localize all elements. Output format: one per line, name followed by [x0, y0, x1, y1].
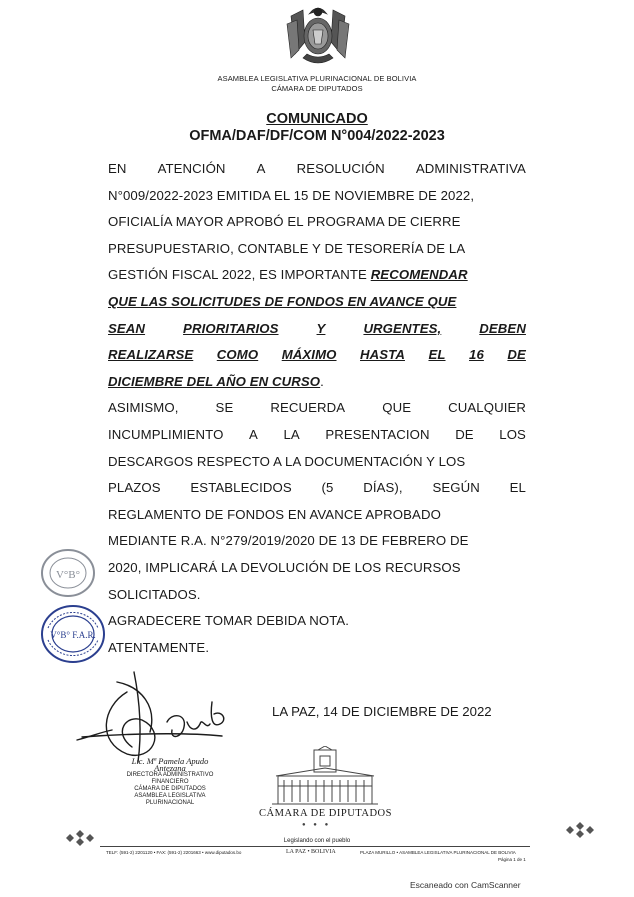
word: INCUMPLIMIENTO: [108, 426, 224, 442]
word: DE: [507, 347, 526, 363]
body-text: GESTIÓN FISCAL 2022, ES IMPORTANTE: [108, 267, 371, 283]
word: EN: [108, 161, 127, 176]
body-line: 2020, IMPLICARÁ LA DEVOLUCIÓN DE LOS RECURSOS: [108, 559, 461, 575]
body-line: OFICIALÍA MAYOR APROBÓ EL PROGRAMA DE CIERRE: [108, 214, 461, 230]
word: ADMINISTRATIVA: [415, 161, 526, 176]
word: ASIMISMO,: [108, 400, 179, 416]
word: 16: [469, 347, 484, 363]
chamber-building-logo: [270, 746, 380, 808]
emphasis-text: DICIEMBRE DEL AÑO EN CURSO: [108, 373, 321, 389]
closing-line: AGRADECERE TOMAR DEBIDA NOTA.: [108, 613, 350, 629]
word: SEGÚN: [432, 480, 480, 496]
decorative-dots: ● ● ●: [302, 822, 332, 828]
svg-text:V°B° F.A.R.: V°B° F.A.R.: [50, 630, 96, 640]
body-line: [108, 156, 526, 183]
word: SEAN: [108, 320, 146, 336]
word: HASTA: [360, 347, 405, 363]
word: COMO: [216, 347, 259, 363]
scanner-watermark: Escaneado con CamScanner: [410, 880, 521, 890]
word: DE: [455, 426, 474, 442]
signatory-chamber: CÁMARA DE DIPUTADOS: [134, 786, 206, 792]
word: DEBEN: [479, 320, 526, 336]
word: RESOLUCIÓN: [296, 161, 385, 176]
word: Y: [316, 320, 326, 336]
body-line: [108, 395, 526, 422]
body-line: [108, 475, 526, 502]
signatory-name: Lic. Mª Pamela Apudo Antezana: [131, 756, 209, 773]
footer-ornament-right: [564, 818, 600, 842]
word: PLAZOS: [108, 480, 161, 496]
footer-ornament-left: [60, 826, 96, 850]
footer-divider: [100, 846, 530, 847]
footer-page-number: Página 1 de 1: [498, 857, 526, 862]
word: A: [256, 161, 266, 176]
word: MÁXIMO: [281, 347, 337, 363]
footer-address: PLAZA MURILLO • ASAMBLEA LEGISLATIVA PLURINACIONAL DE BOLIVIA: [360, 850, 516, 855]
word: PRIORITARIOS: [183, 320, 279, 336]
word: PRESENTACION: [325, 426, 430, 442]
body-line: SOLICITADOS.: [108, 586, 201, 602]
word: DÍAS),: [363, 480, 403, 496]
body-line: REGLAMENTO DE FONDOS EN AVANCE APROBADO: [108, 506, 441, 522]
body-line: [108, 422, 526, 449]
word: RECUERDA: [270, 400, 346, 416]
footer-city: LA PAZ • BOLIVIA: [286, 849, 336, 855]
chamber-slogan: Legislando con el pueblo: [283, 838, 351, 844]
svg-text:V°B°: V°B°: [55, 569, 81, 581]
word: CUALQUIER: [448, 400, 526, 416]
body-line: [108, 262, 526, 289]
chamber-name: CÁMARA DE DIPUTADOS: [259, 808, 392, 819]
document-title: COMUNICADO: [266, 111, 368, 127]
approval-stamp-blue: [40, 604, 106, 664]
body-line-emphasis: [108, 342, 526, 369]
emphasis-text: RECOMENDAR: [370, 267, 468, 283]
word: A: [249, 426, 258, 442]
institution-line-2: CÁMARA DE DIPUTADOS: [271, 84, 363, 93]
word: ATENCIÓN: [157, 161, 226, 176]
date-line: LA PAZ, 14 DE DICIEMBRE DE 2022: [272, 704, 492, 719]
word: EL: [509, 480, 526, 496]
body-line-emphasis: QUE LAS SOLICITUDES DE FONDOS EN AVANCE QUE: [108, 293, 457, 309]
word: (5: [321, 480, 334, 496]
body-line: N°009/2022-2023 EMITIDA EL 15 DE NOVIEMBRE DE 2022,: [108, 187, 475, 203]
word: LOS: [499, 426, 526, 442]
signatory-title: DIRECTORA ADMINISTRATIVO FINANCIERO: [126, 772, 214, 785]
institution-header: [0, 74, 634, 94]
word: URGENTES,: [363, 320, 442, 336]
body-line: DESCARGOS RESPECTO A LA DOCUMENTACIÓN Y LOS: [108, 453, 466, 469]
word: LA: [283, 426, 300, 442]
document-reference: OFMA/DAF/DF/COM N°004/2022-2023: [189, 128, 445, 144]
word: QUE: [382, 400, 412, 416]
approval-stamp-gray: [40, 548, 96, 598]
word: ESTABLECIDOS: [190, 480, 292, 496]
signature-block: [115, 758, 225, 807]
word: SE: [215, 400, 234, 416]
body-line: [108, 369, 526, 396]
body-line: MEDIANTE R.A. N°279/2019/2020 DE 13 DE FEBRERO DE: [108, 533, 469, 549]
body-line: PRESUPUESTARIO, CONTABLE Y DE TESORERÍA DE LA: [108, 240, 466, 256]
body-text: .: [320, 373, 324, 389]
word: EL: [428, 347, 446, 363]
footer-contact: TELF: (591-2) 2201120 • FAX: (591-2) 2201663 • www.diputados.bo: [106, 850, 242, 855]
document-body: [108, 156, 526, 661]
coat-of-arms-logo: [283, 2, 353, 68]
closing-line: ATENTAMENTE.: [108, 639, 210, 655]
word: REALIZARSE: [108, 347, 194, 363]
signatory-assembly: ASAMBLEA LEGISLATIVA PLURINACIONAL: [134, 793, 206, 806]
institution-line-1: ASAMBLEA LEGISLATIVA PLURINACIONAL DE BOLIVIA: [217, 74, 417, 83]
body-line-emphasis: [108, 316, 526, 343]
